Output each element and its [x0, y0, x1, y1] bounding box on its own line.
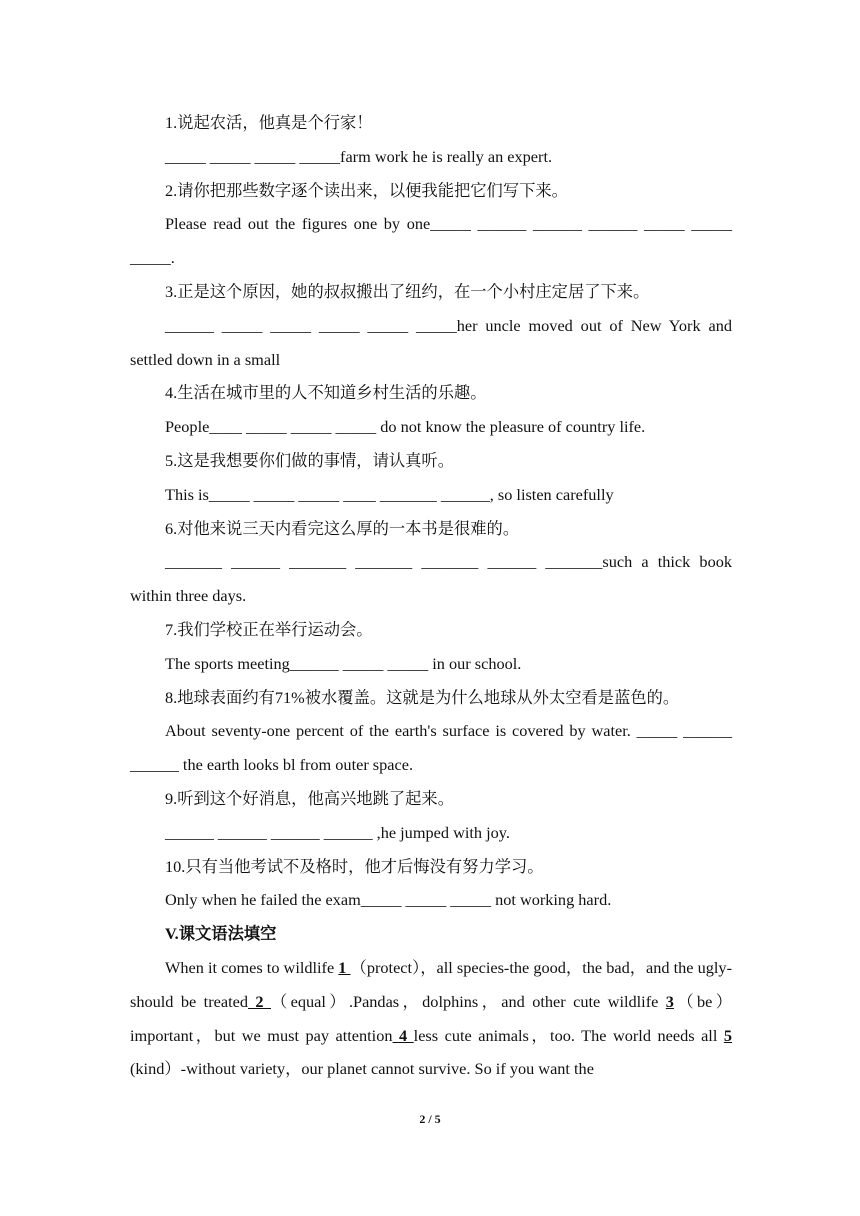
item-3-chinese: 3.正是这个原因，她的叔叔搬出了纽约，在一个小村庄定居了下来。: [165, 281, 650, 301]
item-2-english: Please read out the figures one by one_____ ______ ______ ______ _____ _____ _____.: [130, 214, 732, 268]
passage-text: (kind）-without variety，our planet cannot survive. So if you want the: [130, 1059, 594, 1079]
item-5-english: This is_____ _____ _____ ____ _______ ______, so listen carefully: [165, 484, 614, 504]
blank-3: 3: [665, 991, 674, 1011]
passage-text: When it comes to wildlife: [165, 957, 339, 977]
section-v-passage: [130, 951, 732, 1086]
item-6-english: _______ ______ _______ _______ _______ ______ _______such a thick book within three days.: [130, 552, 732, 606]
item-9-chinese: 9.听到这个好消息，他高兴地跳了起来。: [165, 788, 454, 808]
item-7-english: The sports meeting______ _____ _____ in our school.: [165, 653, 522, 673]
item-7-chinese: 7.我们学校正在举行运动会。: [165, 619, 373, 639]
item-10-chinese: 10.只有当他考试不及格时，他才后悔没有努力学习。: [165, 856, 544, 876]
item-3-english: ______ _____ _____ _____ _____ _____her uncle moved out of New York and settled down in a small: [130, 315, 732, 369]
document-content: [130, 106, 732, 1086]
blank-5: 5: [723, 1025, 733, 1045]
blank-2: 2: [247, 991, 271, 1011]
item-2-chinese: 2.请你把那些数字逐个读出来，以便我能把它们写下来。: [165, 180, 568, 200]
page-number: 2 / 5: [419, 1112, 441, 1126]
item-4-chinese: 4.生活在城市里的人不知道乡村生活的乐趣。: [165, 383, 487, 403]
section-v-heading: V.课文语法填空: [165, 924, 277, 944]
item-9-english: ______ ______ ______ ______ ,he jumped with joy.: [165, 822, 510, 842]
item-5-chinese: 5.这是我想要你们做的事情，请认真听。: [165, 450, 454, 470]
item-1-chinese: 1.说起农活，他真是个行家！: [165, 113, 373, 132]
item-10-english: Only when he failed the exam_____ _____ _____ not working hard.: [165, 890, 612, 910]
blank-1: 1: [338, 957, 351, 977]
item-8-english: About seventy-one percent of the earth's surface is covered by water. _____ ______ ______ the earth looks bl from outer space.: [130, 721, 732, 775]
passage-text: （protect），all species-the good，the bad，and the ugly-should be treated: [130, 957, 732, 1011]
item-1-english: _____ _____ _____ _____farm work he is really an expert.: [165, 146, 553, 166]
passage-text: （be）important，but we must pay attention: [130, 991, 732, 1045]
item-4-english: People____ _____ _____ _____ do not know the pleasure of country life.: [165, 417, 646, 437]
item-8-chinese: 8.地球表面约有71%被水覆盖。这就是为什么地球从外太空看是蓝色的。: [165, 687, 680, 707]
passage-text: less cute animals，too. The world needs all: [413, 1025, 724, 1045]
passage-text: （equal）.Pandas，dolphins，and other cute wildlife: [271, 991, 666, 1011]
item-6-chinese: 6.对他来说三天内看完这么厚的一本书是很难的。: [165, 518, 520, 538]
blank-4: 4: [392, 1025, 414, 1045]
